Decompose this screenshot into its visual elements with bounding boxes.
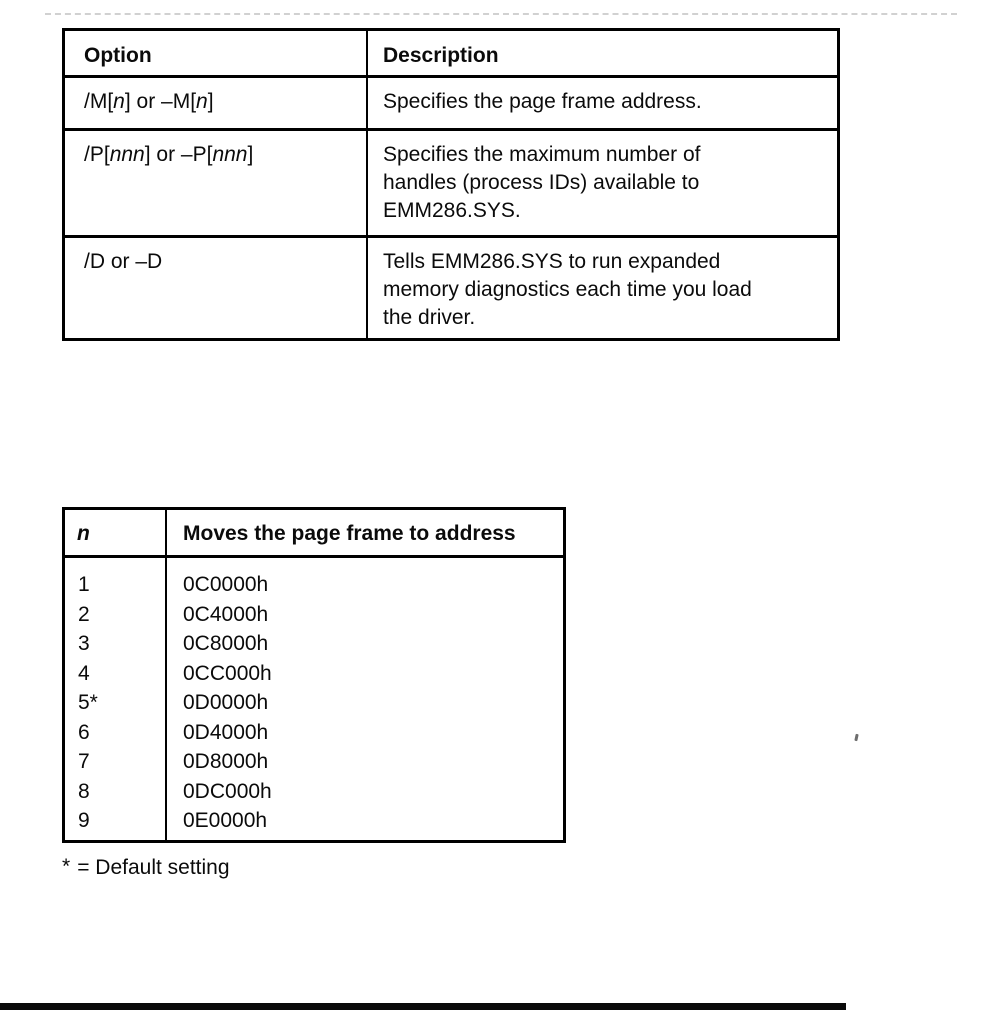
option-variable: nnn	[212, 143, 248, 166]
options-table-header-description: Description	[368, 31, 837, 78]
n-value: 9	[78, 809, 90, 832]
address-value: 0C4000h	[183, 602, 269, 626]
address-table-header-label: Moves the page frame to address	[167, 510, 563, 558]
description-cell-d	[368, 238, 837, 338]
description-line: Tells EMM286.SYS to run expanded	[383, 250, 721, 273]
option-text: ] or –M[	[124, 90, 197, 113]
n-value: 7	[78, 750, 90, 773]
description-line: memory diagnostics each time you load	[383, 278, 752, 301]
option-text: /M[	[84, 90, 114, 113]
n-value: 5*	[78, 691, 98, 714]
options-table-header-option: Option	[65, 31, 368, 78]
option-variable: nnn	[109, 143, 145, 166]
n-value: 2	[78, 602, 90, 626]
option-text: ] or –P[	[144, 143, 213, 166]
footnote-text: = Default setting	[77, 856, 230, 879]
scan-speck	[854, 734, 858, 741]
address-value: 0D0000h	[183, 691, 269, 714]
n-value: 6	[78, 720, 90, 744]
description-line: EMM286.SYS.	[383, 199, 521, 222]
page-bottom-rule	[0, 1003, 846, 1010]
address-value: 0CC000h	[183, 661, 272, 685]
description-line: Specifies the maximum number of	[383, 143, 701, 166]
n-column	[65, 558, 167, 840]
option-variable: n	[196, 90, 208, 113]
address-value: 0C8000h	[183, 632, 269, 655]
address-value: 0C0000h	[183, 573, 269, 596]
option-cell-m	[65, 78, 368, 131]
description-cell-m	[368, 78, 837, 131]
address-column	[167, 558, 563, 840]
option-cell-d	[65, 238, 368, 338]
description-cell-p	[368, 131, 837, 238]
option-variable: n	[113, 90, 125, 113]
option-text: /D or –D	[84, 250, 163, 273]
description-line: Specifies the page frame address.	[383, 90, 702, 113]
n-value: 3	[78, 632, 90, 655]
address-table	[62, 507, 566, 843]
options-table	[62, 28, 840, 341]
option-text: ]	[247, 143, 254, 166]
n-value: 4	[78, 661, 90, 685]
description-line: handles (process IDs) available to	[383, 171, 700, 194]
address-value: 0DC000h	[183, 779, 272, 803]
scan-artifact-line	[45, 13, 957, 15]
n-value: 8	[78, 779, 90, 803]
option-text: ]	[207, 90, 214, 113]
footnote-asterisk: *	[62, 855, 71, 878]
n-value: 1	[78, 573, 90, 596]
option-cell-p	[65, 131, 368, 238]
address-value: 0E0000h	[183, 809, 268, 832]
address-table-header-n: n	[65, 510, 167, 558]
address-value: 0D8000h	[183, 750, 269, 773]
address-value: 0D4000h	[183, 720, 269, 744]
option-text: /P[	[84, 143, 110, 166]
footnote	[62, 856, 230, 880]
description-line: the driver.	[383, 306, 476, 329]
